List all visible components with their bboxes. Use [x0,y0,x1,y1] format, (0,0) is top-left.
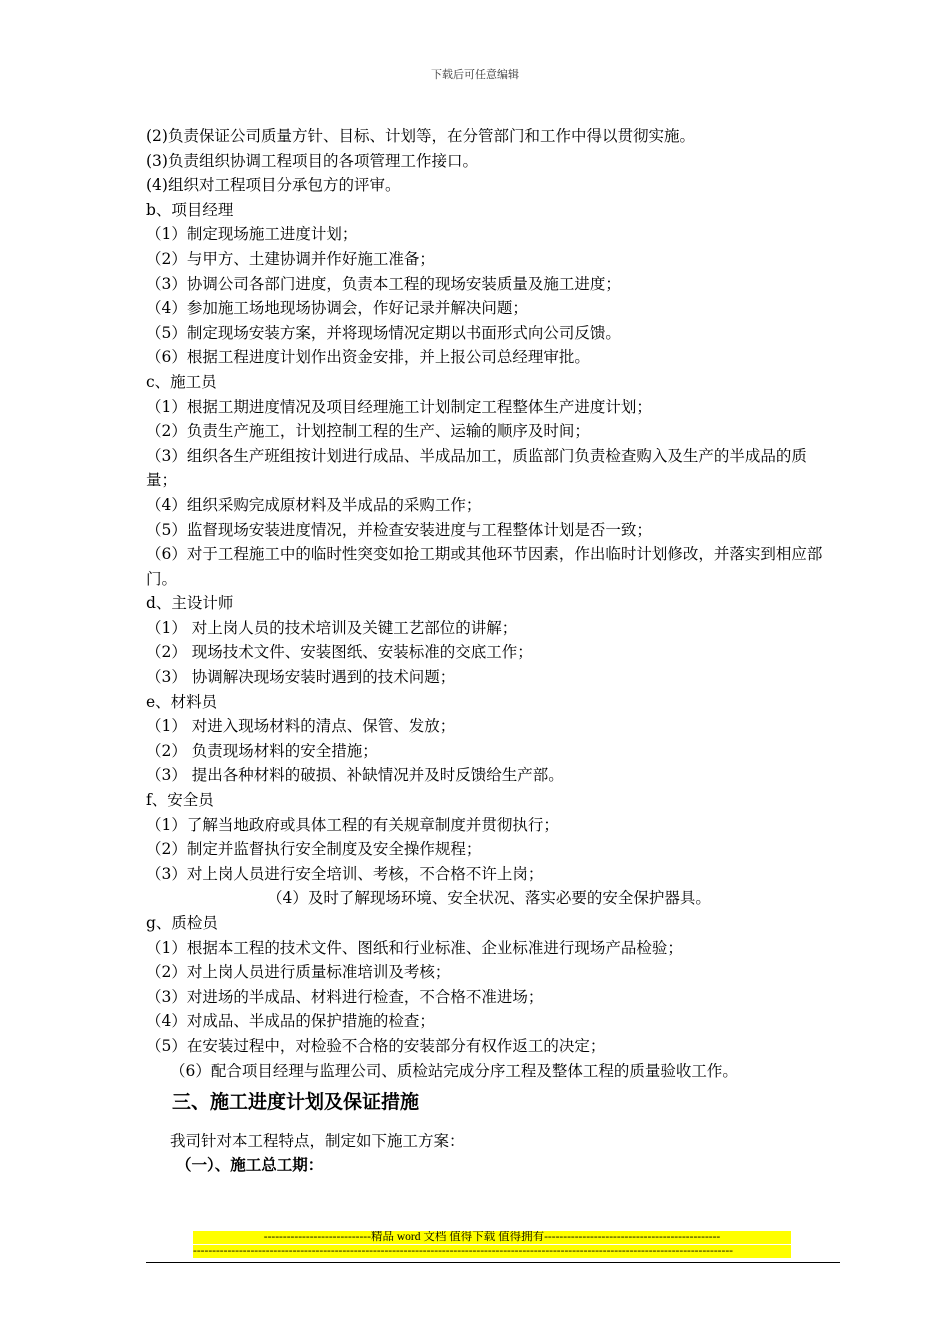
text-line: （6）根据工程进度计划作出资金安排，并上报公司总经理审批。 [146,348,590,367]
role-heading-safety: f、安全员 [146,791,214,810]
text-line: （5）监督现场安装进度情况，并检查安装进度与工程整体计划是否一致； [146,520,652,539]
text-line: （3）对上岗人员进行安全培训、考核，不合格不许上岗； [146,864,544,883]
text-line: （1）制定现场施工进度计划； [146,225,358,244]
text-line: （1） 对上岗人员的技术培训及关键工艺部位的讲解； [146,618,518,637]
text-line: （1）了解当地政府或具体工程的有关规章制度并贯彻执行； [146,815,559,834]
text-line: （2） 现场技术文件、安装图纸、安装标准的交底工作； [146,643,533,662]
text-line: （5）制定现场安装方案，并将现场情况定期以书面形式向公司反馈。 [146,323,621,342]
text-line: （2）对上岗人员进行质量标准培训及考核； [146,963,451,982]
bottom-rule [146,1262,840,1263]
role-heading-project-manager: b、项目经理 [146,200,234,219]
role-heading-materials: e、材料员 [146,692,218,711]
text-line: （2）负责生产施工，计划控制工程的生产、运输的顺序及时间； [146,422,590,441]
intro-paragraph: 我司针对本工程特点，制定如下施工方案： [170,1132,465,1151]
text-line: （3）协调公司各部门进度，负责本工程的现场安装质量及施工进度； [146,274,621,293]
text-line: (3)负责组织协调工程项目的各项管理工作接口。 [146,151,478,170]
text-line: （3） 提出各种材料的破损、补缺情况并及时反馈给生产部。 [146,766,564,785]
text-line: （1） 对进入现场材料的清点、保管、发放； [146,717,456,736]
section-title: 三、施工进度计划及保证措施 [172,1091,420,1114]
text-line: （2） 负责现场材料的安全措施； [146,741,378,760]
text-line: （6）对于工程施工中的临时性突变如抢工期或其他环节因素，作出临时计划修改，并落实到相应部门。 [146,545,823,588]
text-line: （4）参加施工场地现场协调会，作好记录并解决问题； [146,299,528,318]
text-line: （4）对成品、半成品的保护措施的检查； [146,1012,435,1031]
text-line: （4）及时了解现场环境、安全状况、落实必要的安全保护器具。 [267,889,711,908]
text-line: (4)组织对工程项目分承包方的评审。 [146,176,401,195]
text-line: （6）配合项目经理与监理公司、质检站完成分序工程及整体工程的质量验收工作。 [170,1061,738,1080]
role-heading-chief-designer: d、主设计师 [146,594,234,613]
footer-dashes: --------------------------------------------------------------------------------------------------------------------------------------------- [193,1245,791,1258]
header-note: 下载后可任意编辑 [431,68,519,81]
document-body [146,124,836,1177]
text-line: （2）制定并监督执行安全制度及安全操作规程； [146,840,482,859]
text-line: （3）对进场的半成品、材料进行检查，不合格不准进场； [146,987,544,1006]
text-line: （3）组织各生产班组按计划进行成品、半成品加工，质监部门负责检查购入及生产的半成品的质量； [146,446,807,490]
text-line: （3） 协调解决现场安装时遇到的技术问题； [146,668,456,687]
subsection-heading: （一）、施工总工期： [176,1156,324,1175]
text-line: （5）在安装过程中，对检验不合格的安装部分有权作返工的决定； [146,1036,606,1055]
role-heading-constructor: c、施工员 [146,372,217,391]
role-heading-quality: g、质检员 [146,914,218,932]
text-line: （1）根据工期进度情况及项目经理施工计划制定工程整体生产进度计划； [146,397,652,416]
text-line: (2)负责保证公司质量方针、目标、计划等，在分管部门和工作中得以贯彻实施。 [146,127,695,145]
text-line: （4）组织采购完成原材料及半成品的采购工作； [146,495,482,514]
footer-banner: ----------------------------精品 word 文档 值得下载 值得拥有---------------------------------------------- [193,1231,791,1244]
text-line: （1）根据本工程的技术文件、图纸和行业标准、企业标准进行现场产品检验； [146,938,683,957]
text-line: （2）与甲方、土建协调并作好施工准备； [146,249,435,268]
